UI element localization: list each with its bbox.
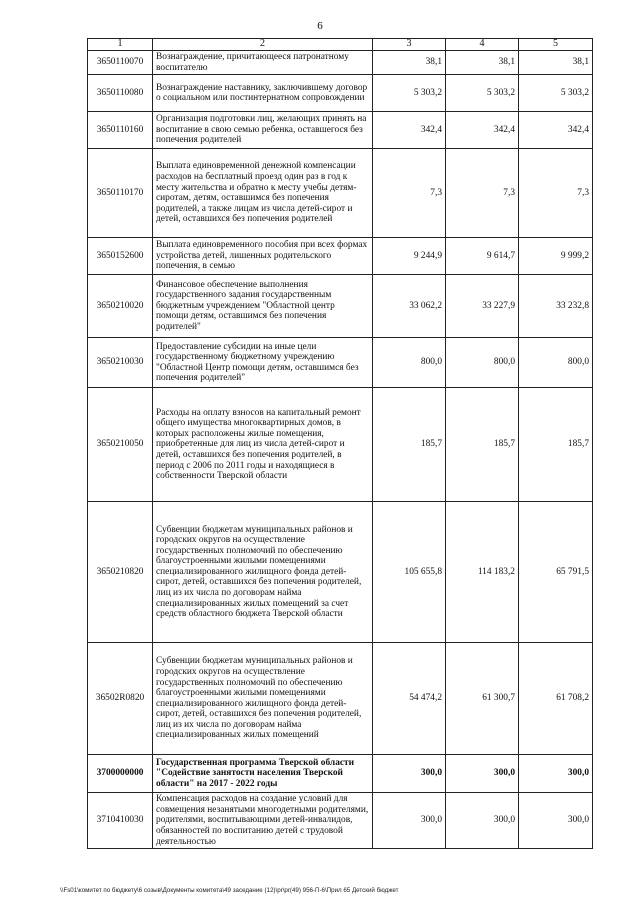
column-header: 1 <box>88 39 153 51</box>
row-value-col4: 5 303,2 <box>446 75 519 112</box>
budget-table <box>87 38 593 849</box>
row-value-col5: 300,0 <box>519 755 593 793</box>
table-row <box>88 388 593 502</box>
row-value-col4: 9 614,7 <box>446 238 519 275</box>
row-value-col3: 300,0 <box>373 755 446 793</box>
column-header: 2 <box>153 39 373 51</box>
row-value-col5: 5 303,2 <box>519 75 593 112</box>
row-code: 36502R0820 <box>88 643 153 755</box>
row-description: Вознаграждение, причитающееся патронатному воспитателю <box>153 51 373 75</box>
row-value-col3: 9 244,9 <box>373 238 446 275</box>
row-value-col4: 114 183,2 <box>446 502 519 643</box>
table-row <box>88 338 593 388</box>
row-value-col5: 7,3 <box>519 149 593 238</box>
row-code: 3650110070 <box>88 51 153 75</box>
row-value-col4: 33 227,9 <box>446 275 519 338</box>
table-row <box>88 793 593 849</box>
row-description: Компенсация расходов на создание условий для совмещения незанятыми многодетными родителями, родителями, воспитывающими детей-инвалидов, обязанностей по воспитанию детей с трудовой деятельностью <box>153 793 373 849</box>
row-description: Вознаграждение наставнику, заключившему договор о социальном или постинтернатном сопровождении <box>153 75 373 112</box>
column-header: 3 <box>373 39 446 51</box>
row-value-col4: 300,0 <box>446 755 519 793</box>
row-value-col5: 33 232,8 <box>519 275 593 338</box>
table-header-row <box>88 39 593 51</box>
row-code: 3650210820 <box>88 502 153 643</box>
row-code: 3650210050 <box>88 388 153 502</box>
row-description: Выплата единовременного пособия при всех формах устройства детей, лишенных родительского попечения, в семью <box>153 238 373 275</box>
row-value-col3: 7,3 <box>373 149 446 238</box>
row-value-col3: 300,0 <box>373 793 446 849</box>
row-value-col4: 185,7 <box>446 388 519 502</box>
table-row <box>88 275 593 338</box>
row-value-col4: 38,1 <box>446 51 519 75</box>
row-description: Расходы на оплату взносов на капитальный ремонт общего имущества многоквартирных домов, в которых расположены жилые помещения, приобретенные для лиц из числа детей-сирот и детей, оставшихся без попечения родителей, в период с 2006 по 2011 годы и находящиеся в собственности Тверской области <box>153 388 373 502</box>
row-value-col4: 342,4 <box>446 112 519 149</box>
row-description: Финансовое обеспечение выполнения государственного задания государственным бюджетным учреждением "Областной центр помощи детям, оставшимся без попечения родителей" <box>153 275 373 338</box>
column-header: 5 <box>519 39 593 51</box>
row-value-col3: 5 303,2 <box>373 75 446 112</box>
row-code: 3700000000 <box>88 755 153 793</box>
table-row <box>88 755 593 793</box>
row-code: 3650210020 <box>88 275 153 338</box>
table-row <box>88 75 593 112</box>
row-description: Субвенции бюджетам муниципальных районов и городских округов на осуществление государственных полномочий по обеспечению благоустроенными жилыми помещениями специализированного жилищного фонда детей-сирот, детей, оставшихся без попечения родителей, лиц из их числа по договорам найма специализированных жилых помещений за счет средств областного бюджета Тверской области <box>153 502 373 643</box>
row-value-col5: 65 791,5 <box>519 502 593 643</box>
row-value-col4: 61 300,7 <box>446 643 519 755</box>
page-number: 6 <box>317 20 323 32</box>
row-value-col5: 185,7 <box>519 388 593 502</box>
row-code: 3650152600 <box>88 238 153 275</box>
row-value-col3: 38,1 <box>373 51 446 75</box>
row-description: Субвенции бюджетам муниципальных районов и городских округов на осуществление государственных полномочий по обеспечению благоустроенными жилыми помещениями специализированного жилищного фонда детей-сирот, детей, оставшихся без попечения родителей, лиц из их числа по договорам найма специализированных жилых помещений <box>153 643 373 755</box>
row-value-col3: 105 655,8 <box>373 502 446 643</box>
table-row <box>88 112 593 149</box>
row-value-col5: 800,0 <box>519 338 593 388</box>
row-value-col4: 300,0 <box>446 793 519 849</box>
row-value-col3: 800,0 <box>373 338 446 388</box>
table-row <box>88 51 593 75</box>
row-value-col3: 342,4 <box>373 112 446 149</box>
row-description: Организация подготовки лиц, желающих принять на воспитание в свою семью ребенка, оставшегося без попечения родителей <box>153 112 373 149</box>
row-value-col5: 9 999,2 <box>519 238 593 275</box>
row-value-col3: 54 474,2 <box>373 643 446 755</box>
row-description: Государственная программа Тверской области "Содействие занятости населения Тверской области" на 2017 - 2022 годы <box>153 755 373 793</box>
row-code: 3650210030 <box>88 338 153 388</box>
row-value-col5: 61 708,2 <box>519 643 593 755</box>
row-description: Предоставление субсидии на иные цели государственному бюджетному учреждению "Областной Центр помощи детям, оставшимся без попечения родителей" <box>153 338 373 388</box>
row-code: 3650110170 <box>88 149 153 238</box>
row-value-col5: 38,1 <box>519 51 593 75</box>
table-row <box>88 643 593 755</box>
row-code: 3650110160 <box>88 112 153 149</box>
column-header: 4 <box>446 39 519 51</box>
row-value-col4: 7,3 <box>446 149 519 238</box>
row-description: Выплата единовременной денежной компенсации расходов на бесплатный проезд один раз в год к месту жительства и обратно к месту учебы детям-сиротам, детям, оставшимся без попечения родителей, а также лицам из числа детей-сирот и детей, оставшихся без попечения родителей <box>153 149 373 238</box>
row-value-col3: 185,7 <box>373 388 446 502</box>
row-value-col3: 33 062,2 <box>373 275 446 338</box>
row-value-col5: 300,0 <box>519 793 593 849</box>
row-value-col5: 342,4 <box>519 112 593 149</box>
row-value-col4: 800,0 <box>446 338 519 388</box>
table-row <box>88 149 593 238</box>
row-code: 3650110080 <box>88 75 153 112</box>
footer-file-path: \\Fs01\комитет по бюджету\6 созыв\Документы комитета\49 заседание (12)\pr\pr(49) 956-П-6\Прил 65 Детский бюджет <box>60 887 399 894</box>
row-code: 3710410030 <box>88 793 153 849</box>
table-row <box>88 502 593 643</box>
table-row <box>88 238 593 275</box>
